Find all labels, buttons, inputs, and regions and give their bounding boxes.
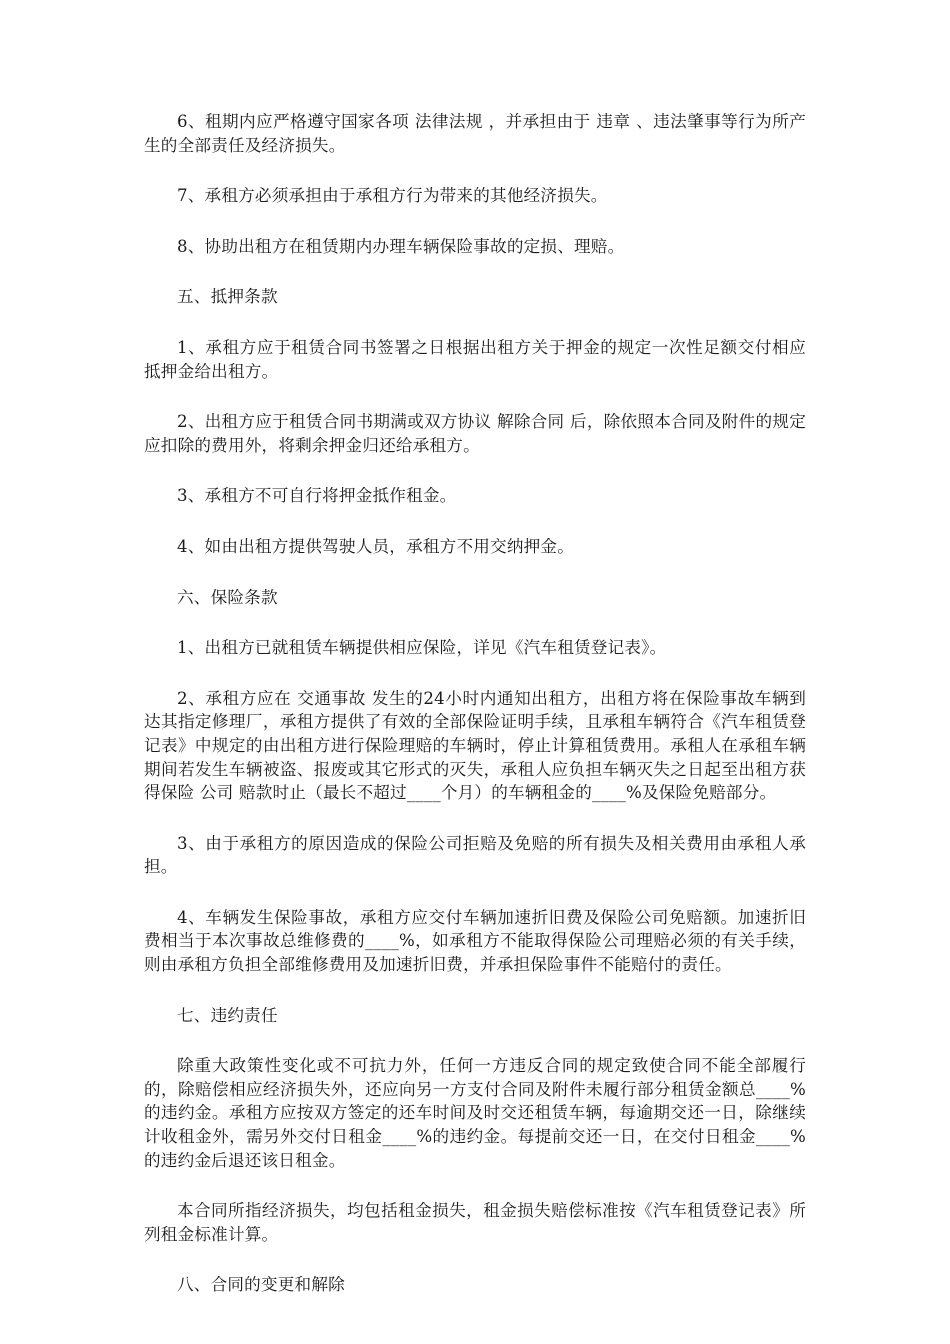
clause-paragraph: 3、由于承租方的原因造成的保险公司拒赔及免赔的所有损失及相关费用由承租人承担。 bbox=[144, 833, 806, 877]
section-heading: 六、保险条款 bbox=[177, 587, 278, 607]
clause-paragraph: 2、出租方应于租赁合同书期满或双方协议 解除合同 后，除依照本合同及附件的规定应扣除的费用外，将剩余押金归还给承租方。 bbox=[144, 412, 806, 455]
clause-paragraph: 3、承租方不可自行将押金抵作租金。 bbox=[177, 486, 457, 506]
section-heading: 七、违约责任 bbox=[177, 1005, 278, 1025]
section-heading: 八、合同的变更和解除 bbox=[177, 1275, 345, 1295]
section-heading: 五、抵押条款 bbox=[177, 287, 278, 307]
clause-paragraph: 1、承租方应于租赁合同书签署之日根据出租方关于押金的规定一次性足额交付相应抵押金给出租方。 bbox=[144, 337, 806, 381]
clause-paragraph: 1、出租方已就租赁车辆提供相应保险，详见《汽车租赁登记表》。 bbox=[177, 638, 667, 658]
clause-paragraph: 2、承租方应在 交通事故 发生的24小时内通知出租方，出租方将在保险事故车辆到达其指定修理厂，承租方提供了有效的全部保险证明手续，且承租车辆符合《汽车租赁登记表》中规定的由出租方进行保险理赔的车辆时，停止计算租赁费用。承租人在承租车辆期间若发生车辆被盗、报废或其它形式的灭失，承租人应负担车辆灭失之日起至出租方获得保险 公司 赔款时止（最长不超过____个月）的车辆租金的____%及保险免赔部分。 bbox=[144, 688, 806, 803]
clause-paragraph: 除重大政策性变化或不可抗力外，任何一方违反合同的规定致使合同不能全部履行的，除赔偿相应经济损失外，还应向另一方支付合同及附件未履行部分租赁金额总____%的违约金。承租方应按双方签定的还车时间及时交还租赁车辆，每逾期交还一日，除继续计收租金外，需另外交付日租金____%的违约金。每提前交还一日，在交付日租金____%的违约金后退还该日租金。 bbox=[144, 1056, 806, 1170]
clause-paragraph: 7、承租方必须承担由于承租方行为带来的其他经济损失。 bbox=[177, 186, 608, 206]
clause-paragraph: 本合同所指经济损失，均包括租金损失，租金损失赔偿标准按《汽车租赁登记表》所列租金标准计算。 bbox=[144, 1201, 806, 1244]
clause-paragraph: 6、租期内应严格遵守国家各项 法律法规 ，并承担由于 违章 、违法肇事等行为所产生的全部责任及经济损失。 bbox=[144, 112, 806, 155]
clause-paragraph: 8、协助出租方在租赁期内办理车辆保险事故的定损、理赔。 bbox=[177, 236, 625, 256]
clause-paragraph: 4、如由出租方提供驾驶人员，承租方不用交纳押金。 bbox=[177, 536, 575, 556]
document-page bbox=[144, 110, 806, 1324]
clause-paragraph: 4、车辆发生保险事故，承租方应交付车辆加速折旧费及保险公司免赔额。加速折旧费相当于本次事故总维修费的____%，如承租方不能取得保险公司理赔必须的有关手续，则由承租方负担全部维修费用及加速折旧费，并承担保险事件不能赔付的责任。 bbox=[144, 907, 806, 975]
